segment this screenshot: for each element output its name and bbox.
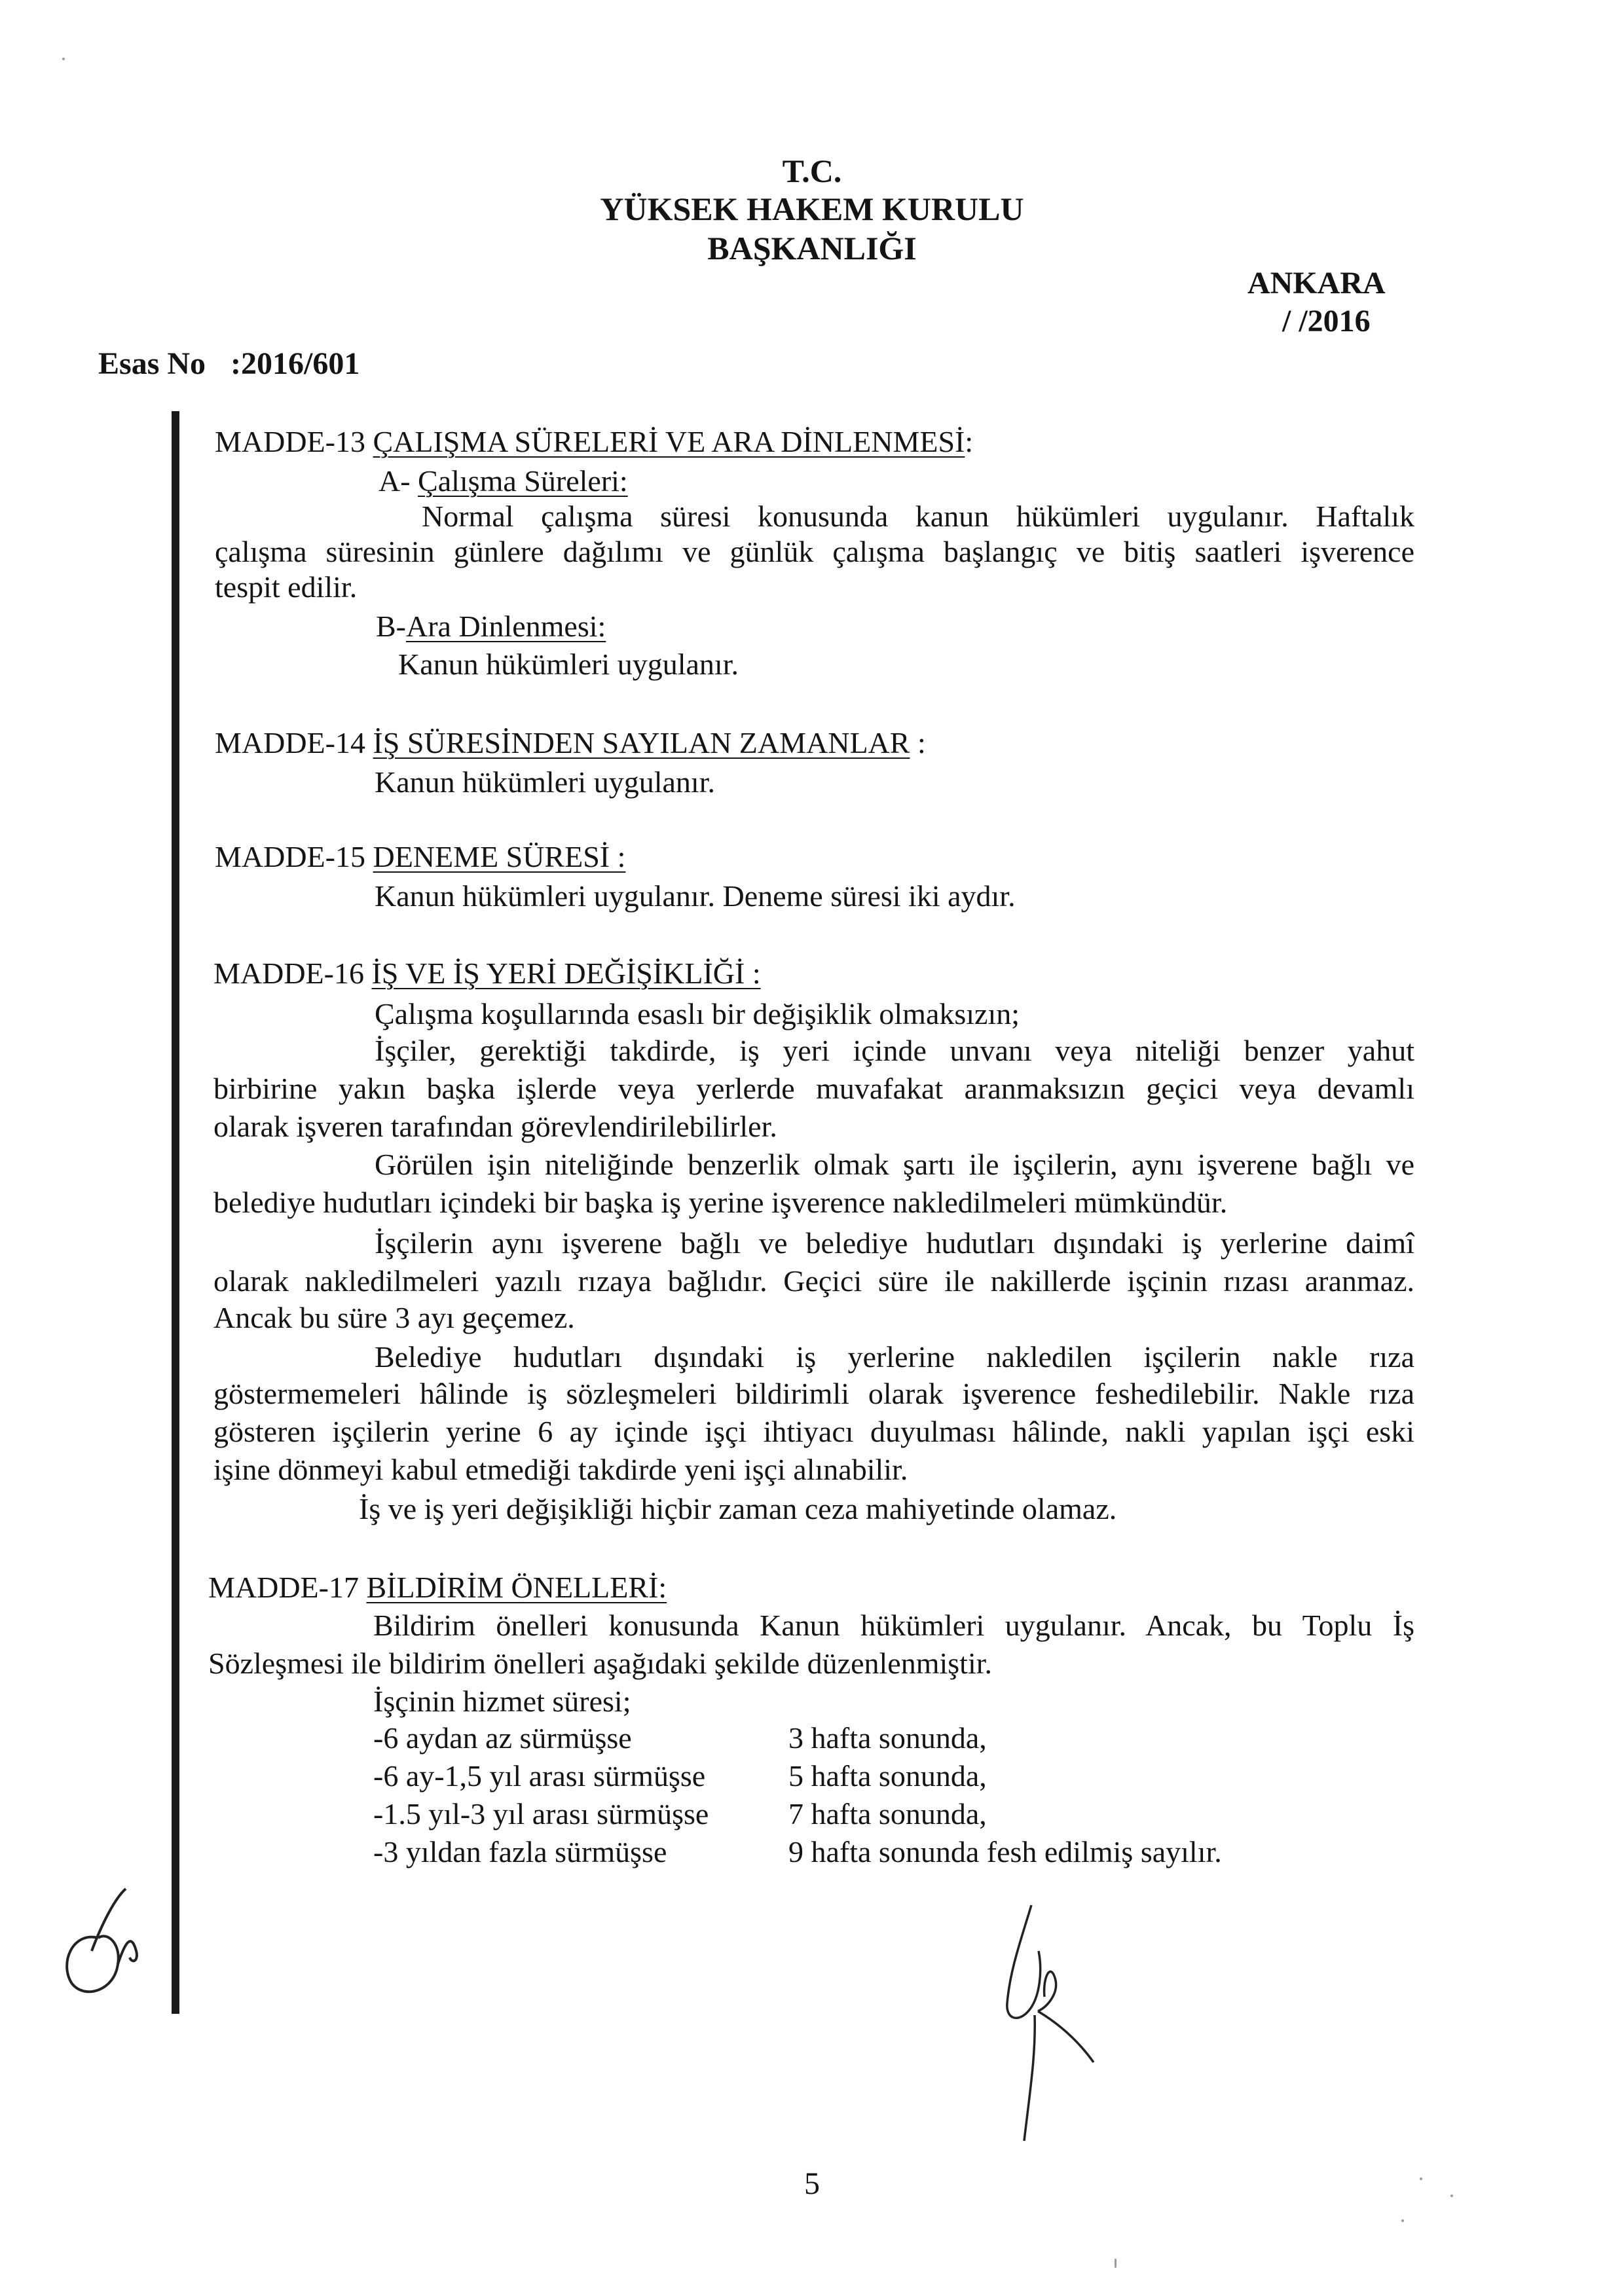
article-16-line-14: İş ve iş yeri değişikliği hiçbir zaman ceza mahiyetinde olamaz.	[359, 1492, 1117, 1525]
article-13a-prefix: A-	[378, 464, 418, 498]
header-presidency: BAŞKANLIĞI	[707, 230, 917, 266]
article-16-line-4: olarak işveren tarafından görevlendirilebilirler.	[213, 1110, 777, 1143]
article-16-line-3: birbirine yakın başka işlerde veya yerlerde muvafakat aranmaksızın geçici veya devamlı	[213, 1072, 1414, 1105]
header-tc: T.C.	[782, 153, 842, 189]
article-13a-line-2: çalışma süresinin günlere dağılımı ve günlük çalışma başlangıç ve bitiş saatleri işverence	[215, 535, 1414, 568]
article-14-title: İŞ SÜRESİNDEN SAYILAN ZAMANLAR	[373, 726, 910, 759]
article-17-line-2: Sözleşmesi ile bildirim önelleri aşağıdaki şekilde düzenlenmiştir.	[208, 1647, 993, 1680]
notice-row-period: -3 yıldan fazla sürmüşse	[373, 1835, 667, 1868]
article-13-number: MADDE-13	[215, 425, 373, 458]
handwritten-initial	[52, 1886, 151, 2010]
article-14-number: MADDE-14	[215, 726, 373, 759]
notice-row-duration: 3 hafta sonunda,	[788, 1721, 987, 1755]
notice-row-duration: 5 hafta sonunda,	[788, 1759, 987, 1793]
article-13a-line-1: Normal çalışma süresi konusunda kanun hükümleri uygulanır. Haftalık	[422, 500, 1414, 533]
article-13b-title: Ara Dinlenmesi:	[406, 610, 606, 643]
article-15-line-1: Kanun hükümleri uygulanır. Deneme süresi iki aydır.	[375, 879, 1016, 913]
article-13b-prefix: B-	[376, 610, 406, 643]
page-number: 5	[804, 2166, 820, 2201]
scan-artifact	[1115, 2259, 1116, 2268]
article-16-line-2: İşçiler, gerektiği takdirde, iş yeri içinde unvanı veya niteliği benzer yahut	[375, 1034, 1414, 1067]
article-15-title: DENEME SÜRESİ :	[373, 840, 626, 873]
article-13a-title: Çalışma Süreleri:	[418, 464, 628, 498]
article-17-line-3: İşçinin hizmet süresi;	[373, 1685, 631, 1718]
article-16-line-13: işine dönmeyi kabul etmediği takdirde yeni işçi alınabilir.	[213, 1453, 908, 1486]
notice-row-duration: 9 hafta sonunda fesh edilmiş sayılır.	[788, 1835, 1222, 1868]
article-16-line-6: belediye hudutları içindeki bir başka iş yerine işverence nakledilmeleri mümkündür.	[213, 1186, 1228, 1219]
scan-artifact	[1420, 2178, 1422, 2180]
case-number-label: Esas No	[98, 346, 206, 381]
article-16-line-5: Görülen işin niteliğinde benzerlik olmak şartı ile işçilerin, aynı işverene bağlı ve	[375, 1148, 1414, 1181]
notice-row-duration: 7 hafta sonunda,	[788, 1797, 987, 1831]
header-date: / /2016	[1282, 304, 1371, 338]
article-16-line-11: göstermemeleri hâlinde iş sözleşmeleri bildirimli olarak işverence feshedilebilir. Nakle rıza	[213, 1377, 1414, 1410]
margin-bar	[172, 411, 179, 2014]
article-17-line-1: Bildirim önelleri konusunda Kanun hükümleri uygulanır. Ancak, bu Toplu İş	[373, 1609, 1414, 1642]
case-number-value: :2016/601	[231, 346, 360, 381]
article-16-line-9: Ancak bu süre 3 ayı geçemez.	[213, 1301, 575, 1334]
header-institution: YÜKSEK HAKEM KURULU	[600, 191, 1024, 227]
article-14-colon: :	[910, 726, 926, 759]
notice-row-period: -1.5 yıl-3 yıl arası sürmüşse	[373, 1797, 709, 1831]
header-city: ANKARA	[1247, 266, 1386, 301]
scan-artifact	[1450, 2195, 1453, 2197]
notice-row-period: -6 ay-1,5 yıl arası sürmüşse	[373, 1759, 706, 1793]
article-15-number: MADDE-15	[215, 840, 373, 873]
article-13-title: ÇALIŞMA SÜRELERİ VE ARA DİNLENMESİ	[373, 425, 965, 458]
article-14-line-1: Kanun hükümleri uygulanır.	[375, 765, 715, 799]
article-16-title: İŞ VE İŞ YERİ DEĞİŞİKLİĞİ :	[371, 957, 761, 990]
article-16-line-7: İşçilerin aynı işverene bağlı ve belediye hudutları dışındaki iş yerlerine daimî	[375, 1226, 1414, 1260]
article-17-number: MADDE-17	[208, 1571, 367, 1604]
scan-artifact	[62, 58, 65, 60]
article-13-colon: :	[965, 425, 974, 458]
article-16-number: MADDE-16	[213, 957, 372, 990]
article-13a-line-3: tespit edilir.	[215, 570, 358, 604]
signature	[969, 1899, 1126, 2147]
article-16-line-10: Belediye hudutları dışındaki iş yerlerine nakledilen işçilerin nakle rıza	[375, 1340, 1414, 1374]
notice-row-period: -6 aydan az sürmüşse	[373, 1721, 632, 1755]
article-16-line-8: olarak nakledilmeleri yazılı rızaya bağlıdır. Geçici süre ile nakillerde işçinin rızası aranmaz.	[213, 1264, 1414, 1298]
article-13b-line-1: Kanun hükümleri uygulanır.	[398, 647, 739, 681]
article-16-line-12: gösteren işçilerin yerine 6 ay içinde işçi ihtiyacı duyulması hâlinde, nakli yapılan işçi eski	[213, 1415, 1414, 1448]
article-16-line-1: Çalışma koşullarında esaslı bir değişiklik olmaksızın;	[375, 997, 1020, 1030]
article-17-title: BİLDİRİM ÖNELLERİ:	[366, 1571, 667, 1604]
scan-artifact	[1401, 2219, 1404, 2222]
